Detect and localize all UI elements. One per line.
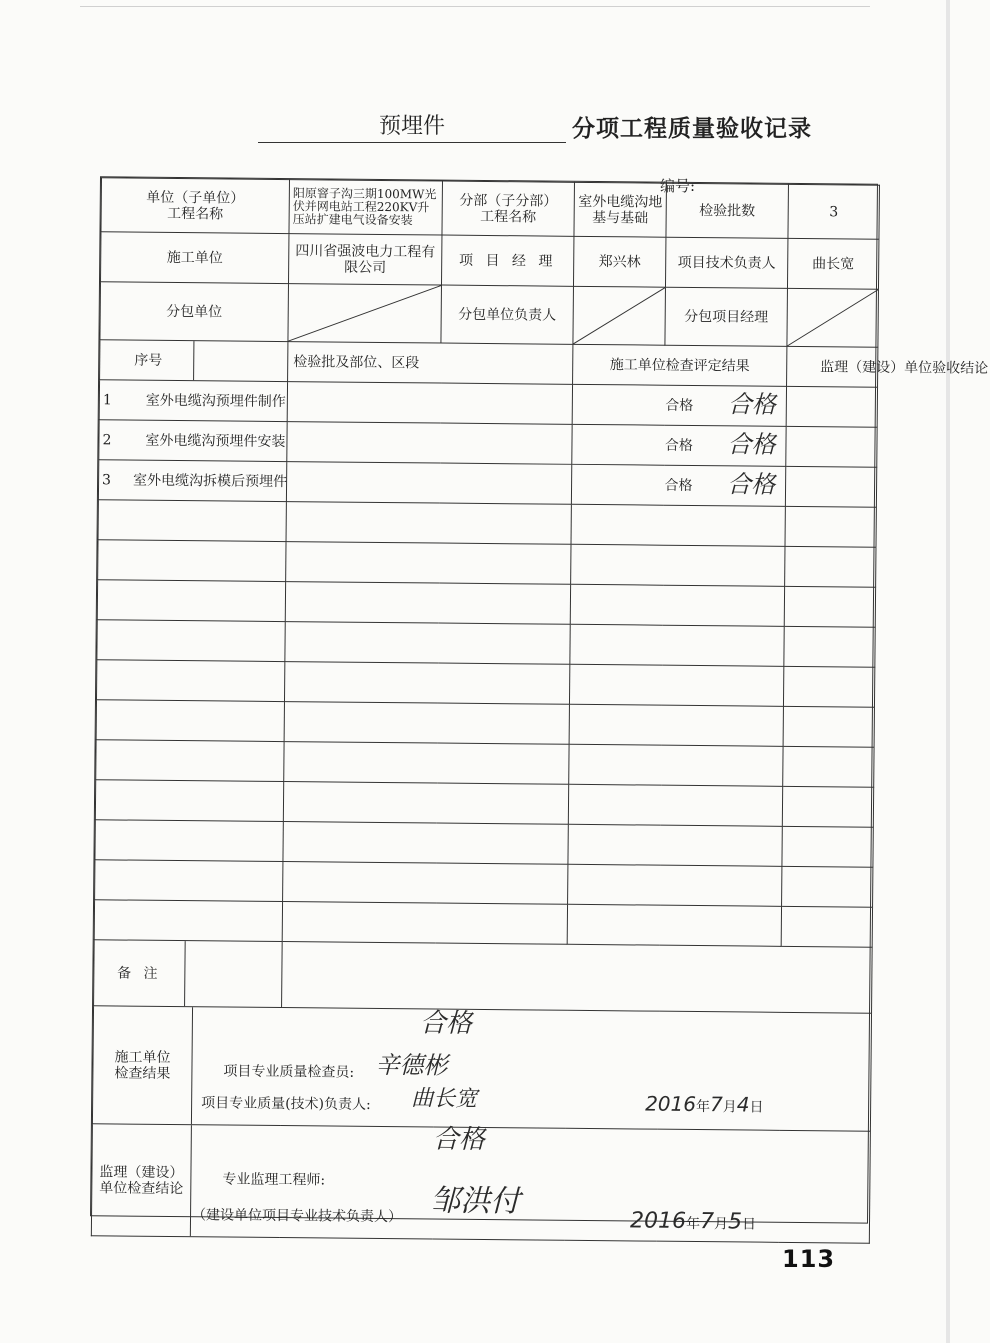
construction-date-year: 2016 bbox=[645, 1091, 697, 1117]
acceptance-form bbox=[90, 176, 989, 1235]
info-row-unit bbox=[101, 178, 879, 239]
construction-check-row bbox=[92, 1006, 871, 1131]
scan-right-edge bbox=[946, 0, 950, 1343]
header-item bbox=[288, 342, 573, 385]
unit-label: 单位（子单位）工程名称 bbox=[101, 178, 290, 234]
row-item: 室外电缆沟拆模后预埋件 bbox=[132, 472, 288, 490]
batch-label: 检验批数 bbox=[666, 183, 789, 238]
remarks-value bbox=[282, 942, 873, 1014]
diagonal-slash bbox=[787, 289, 878, 347]
subcontractor-pm-empty-cell bbox=[787, 288, 879, 347]
info-row-constructor bbox=[101, 232, 879, 289]
subcontractor-label: 分包单位 bbox=[100, 282, 289, 342]
responsible-label: 项目专业质量(技术)负责人: bbox=[201, 1095, 371, 1113]
inspector-label: 项目专业质量检查员: bbox=[223, 1063, 355, 1081]
row-conclusion bbox=[727, 426, 877, 467]
subitem-name: 预埋件 bbox=[258, 112, 566, 143]
row-conclusion-handwriting: 合格 bbox=[727, 429, 776, 459]
pm-value: 郑兴林 bbox=[573, 236, 665, 287]
pm-label: 项 目 经 理 bbox=[441, 235, 573, 286]
acceptance-table bbox=[91, 177, 989, 1243]
header-no bbox=[100, 340, 288, 382]
subcontractor-lead-label: 分包单位负责人 bbox=[441, 285, 574, 344]
scan-top-edge bbox=[80, 6, 870, 7]
inspector-signature: 辛德彬 bbox=[375, 1050, 448, 1080]
row-item: 室外电缆沟预埋件安装 bbox=[145, 432, 286, 450]
division-value: 室外电缆沟地基与基础 bbox=[574, 182, 667, 237]
row-no: 2 bbox=[102, 431, 112, 448]
construction-verdict-handwriting: 合格 bbox=[419, 1008, 473, 1039]
division-label: 分部（子分部）工程名称 bbox=[442, 181, 575, 236]
owner-tech-label: （建设单位项目专业技术负责人） bbox=[191, 1207, 403, 1226]
header-item-text: 检验批及部位、区段 bbox=[293, 353, 420, 371]
month-char: 月 bbox=[722, 1099, 737, 1116]
day-char: 日 bbox=[741, 1216, 757, 1233]
supervision-verdict-handwriting: 合格 bbox=[432, 1124, 485, 1156]
row-no-cell bbox=[99, 380, 287, 422]
header-conclusion bbox=[787, 346, 989, 387]
form-title-block bbox=[258, 108, 838, 148]
remarks-label-text: 备 注 bbox=[117, 964, 162, 982]
constructor-value: 四川省强波电力工程有限公司 bbox=[288, 234, 441, 285]
supervision-check-cell bbox=[92, 1124, 870, 1242]
header-no-text: 序号 bbox=[134, 352, 163, 369]
year-char: 年 bbox=[695, 1099, 711, 1116]
construction-date-month: 7 bbox=[709, 1092, 723, 1117]
construction-date bbox=[645, 1091, 764, 1117]
responsible-signature: 曲长宽 bbox=[411, 1086, 478, 1112]
batch-value: 3 bbox=[788, 184, 880, 239]
constructor-label: 施工单位 bbox=[101, 232, 289, 284]
day-char: 日 bbox=[749, 1099, 764, 1116]
info-row-subcontractor bbox=[100, 282, 879, 347]
construction-date-day: 4 bbox=[736, 1092, 750, 1117]
subcontractor-pm-label: 分包项目经理 bbox=[665, 287, 788, 346]
tech-lead-label: 项目技术负责人 bbox=[665, 237, 787, 288]
row-no-cell bbox=[98, 460, 286, 502]
header-conclusion-text: 监理（建设）单位验收结论 bbox=[820, 358, 989, 377]
items-header-row bbox=[100, 340, 878, 387]
row-conclusion bbox=[727, 386, 877, 427]
supervision-date-month: 7 bbox=[699, 1209, 715, 1235]
row-no-cell bbox=[99, 420, 287, 462]
month-char: 月 bbox=[713, 1216, 729, 1233]
construction-check-label: 施工单位检查结果 bbox=[114, 1048, 171, 1082]
header-result: 施工单位检查评定结果 bbox=[573, 344, 787, 386]
engineer-label: 专业监理工程师: bbox=[222, 1171, 326, 1189]
supervision-signature: 邹洪付 bbox=[430, 1183, 521, 1220]
row-result: 合格 bbox=[572, 424, 786, 466]
row-result: 合格 bbox=[572, 384, 786, 426]
supervision-check-label: 监理（建设）单位检查结论 bbox=[99, 1163, 184, 1197]
page-number: 113 bbox=[782, 1245, 836, 1273]
supervision-check-row bbox=[91, 1124, 870, 1243]
construction-check-cell bbox=[93, 1006, 871, 1130]
diagonal-slash bbox=[573, 287, 665, 345]
remarks-label bbox=[94, 940, 283, 1008]
unit-value: 阳原窨子沟三期100MW光伏并网电站工程220KV升压站扩建电气设备安装 bbox=[289, 180, 443, 235]
serial-number-label: 编号: bbox=[660, 177, 696, 195]
tech-lead-value: 曲长宽 bbox=[787, 238, 878, 289]
supervision-date bbox=[629, 1208, 757, 1235]
diagonal-slash bbox=[288, 284, 441, 342]
supervision-date-day: 5 bbox=[727, 1209, 743, 1235]
row-conclusion-handwriting: 合格 bbox=[726, 469, 776, 499]
row-conclusion-handwriting: 合格 bbox=[727, 389, 776, 419]
row-no: 1 bbox=[102, 391, 112, 408]
row-no: 3 bbox=[102, 471, 112, 488]
subcontractor-lead-empty-cell bbox=[573, 286, 666, 345]
row-result: 合格 bbox=[571, 464, 785, 506]
remarks-row bbox=[94, 940, 873, 1013]
row-conclusion bbox=[726, 466, 876, 507]
subcontractor-empty-cell bbox=[288, 284, 442, 343]
supervision-date-year: 2016 bbox=[629, 1208, 687, 1234]
form-title: 分项工程质量验收记录 bbox=[572, 116, 812, 142]
row-item: 室外电缆沟预埋件制作 bbox=[145, 392, 286, 410]
year-char: 年 bbox=[685, 1215, 701, 1233]
